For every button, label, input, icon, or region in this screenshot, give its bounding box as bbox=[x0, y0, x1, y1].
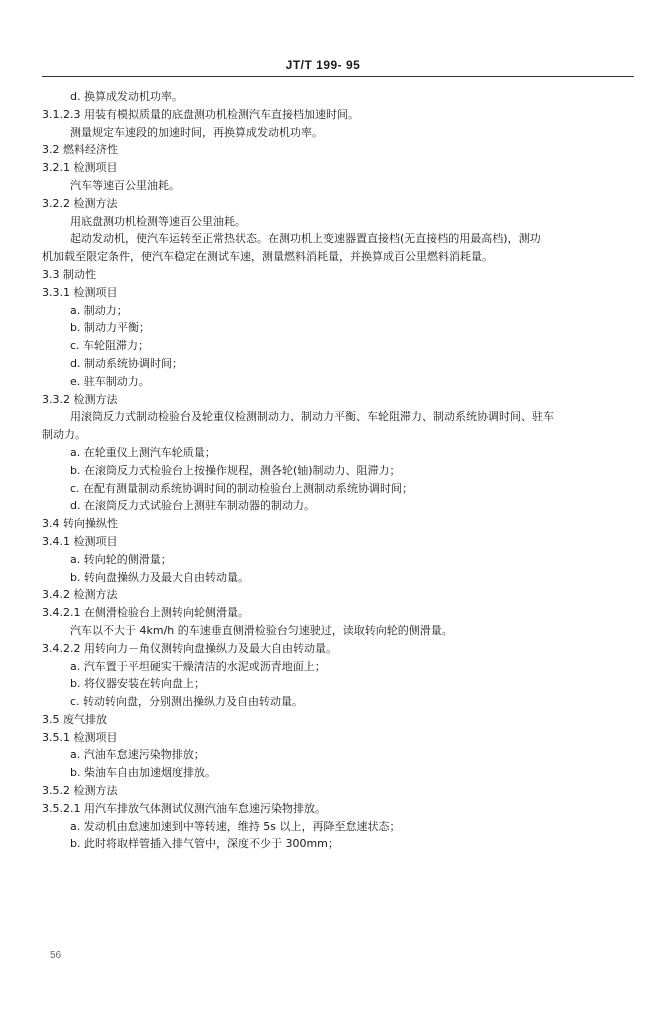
body-text-line: a. 在轮重仪上测汽车轮质量； bbox=[70, 445, 216, 459]
body-text-line: a. 制动力； bbox=[70, 303, 128, 317]
standard-code-header: JT/T 199- 95 bbox=[285, 58, 361, 72]
body-text-line: c. 在配有测量制动系统协调时间的制动检验台上测制动系统协调时间； bbox=[70, 481, 414, 495]
section-heading: 3.5.2.1 用汽车排放气体测试仪测汽油车怠速污染物排放。 bbox=[42, 801, 326, 815]
section-heading: 3.5 废气排放 bbox=[42, 712, 107, 726]
body-text-line: 汽车以不大于 4km/h 的车速垂直侧滑检验台匀速驶过，读取转向轮的侧滑量。 bbox=[70, 623, 453, 637]
section-heading: 3.3.1 检测项目 bbox=[42, 285, 118, 299]
section-heading: 3.5.1 检测项目 bbox=[42, 730, 118, 744]
section-heading: 3.2.1 检测项目 bbox=[42, 161, 118, 175]
body-text-line: a. 发动机由怠速加速到中等转速，维持 5s 以上，再降至怠速状态； bbox=[70, 819, 401, 833]
body-text-line: a. 汽车置于平坦硬实干燥清洁的水泥或沥青地面上； bbox=[70, 659, 326, 673]
body-text-line: b. 此时将取样管插入排气管中，深度不少于 300mm； bbox=[70, 837, 339, 851]
body-text-line: 用底盘测功机检测等速百公里油耗。 bbox=[70, 214, 246, 228]
body-text-line: e. 驻车制动力。 bbox=[70, 374, 150, 388]
body-text-line: b. 柴油车自由加速烟度排放。 bbox=[70, 766, 216, 780]
section-heading: 3.4 转向操纵性 bbox=[42, 517, 118, 531]
body-text-line: 起动发动机，使汽车运转至正常热状态。在测功机上变速器置直接档(无直接档的用最高档)，测功 bbox=[70, 232, 541, 246]
body-text-line: 测量规定车速段的加速时间，再换算成发动机功率。 bbox=[70, 125, 323, 139]
page-number: 56 bbox=[50, 950, 62, 961]
body-text-line: b. 在滚筒反力式检验台上按操作规程，测各轮(轴)制动力、阻滞力； bbox=[70, 463, 401, 477]
section-heading: 3.3.2 检测方法 bbox=[42, 392, 118, 406]
section-heading: 3.5.2 检测方法 bbox=[42, 784, 118, 798]
body-text-line: a. 汽油车怠速污染物排放； bbox=[70, 748, 205, 762]
section-heading: 3.3 制动性 bbox=[42, 267, 96, 281]
section-heading: 3.4.2.2 用转向力－角仪测转向盘操纵力及最大自由转动量。 bbox=[42, 641, 337, 655]
header-rule bbox=[42, 76, 634, 77]
body-text-line: 汽车等速百公里油耗。 bbox=[70, 178, 180, 192]
section-heading: 3.4.2.1 在侧滑检验台上测转向轮侧滑量。 bbox=[42, 606, 249, 620]
body-text-line: 制动力。 bbox=[42, 428, 86, 442]
body-text-line: a. 转向轮的侧滑量； bbox=[70, 552, 172, 566]
body-text-line: 机加载至限定条件，使汽车稳定在测试车速，测量燃料消耗量，并换算成百公里燃料消耗量。 bbox=[42, 250, 493, 264]
section-heading: 3.4.2 检测方法 bbox=[42, 588, 118, 602]
body-text-line: d. 换算成发动机功率。 bbox=[70, 90, 183, 103]
body-text-line: d. 制动系统协调时间； bbox=[70, 356, 183, 370]
document-body bbox=[42, 88, 638, 853]
section-heading: 3.2.2 检测方法 bbox=[42, 196, 118, 210]
body-text-line: b. 转向盘操纵力及最大自由转动量。 bbox=[70, 570, 249, 584]
body-text-line: b. 将仪器安装在转向盘上； bbox=[70, 677, 205, 691]
body-text-line: c. 车轮阻滞力； bbox=[70, 339, 150, 353]
body-text-line: b. 制动力平衡； bbox=[70, 321, 150, 335]
section-heading: 3.1.2.3 用装有模拟质量的底盘测功机检测汽车直接档加速时间。 bbox=[42, 107, 359, 121]
section-heading: 3.4.1 检测项目 bbox=[42, 534, 118, 548]
body-text-line: d. 在滚筒反力式试验台上测驻车制动器的制动力。 bbox=[70, 499, 315, 513]
body-text-line: 用滚筒反力式制动检验台及轮重仪检测制动力、制动力平衡、车轮阻滞力、制动系统协调时间、驻车 bbox=[70, 410, 554, 424]
body-text-line: c. 转动转向盘，分别测出操纵力及自由转动量。 bbox=[70, 695, 304, 709]
section-heading: 3.2 燃料经济性 bbox=[42, 143, 118, 157]
